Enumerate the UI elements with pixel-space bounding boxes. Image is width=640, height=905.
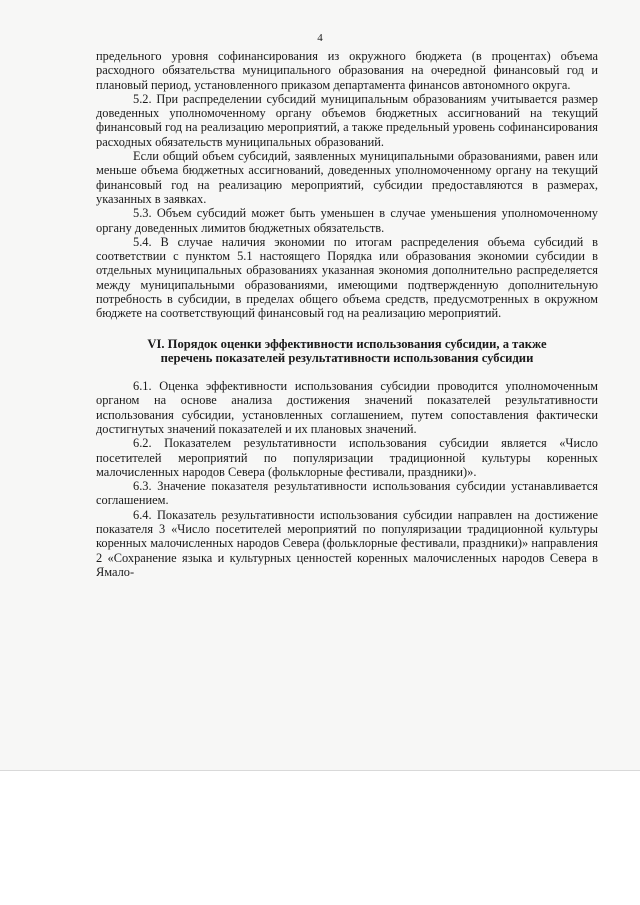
- paragraph: 5.2. При распределении субсидий муниципальным образованиям учитывается размер доведенных уполномоченному органу объемов бюджетных ассигнований на текущий финансовый год на реализацию мероприятий, а также предельный уровень софинансирования расходных обязательств муниципальных образований.: [96, 91, 598, 149]
- section-heading: VI. Порядок оценки эффективности использования субсидии, а также перечень показателей результативности использования субсидии: [147, 336, 547, 365]
- page-content: [96, 49, 598, 579]
- body-paragraphs-before: [96, 49, 598, 321]
- paragraph: Если общий объем субсидий, заявленных муниципальными образованиями, равен или меньше объема бюджетных ассигнований, доведенных уполномоченному органу на текущий финансовый год на реализацию мероприятий, субсидии предоставляются в размерах, указанных в заявках.: [96, 149, 598, 206]
- paragraph: 5.4. В случае наличия экономии по итогам распределения объема субсидий в соответствии с пунктом 5.1 настоящего Порядка или образования экономии субсидии в отдельных муниципальных образованиях указанная экономия дополнительно распределяется между муниципальными образованиями, имеющими подтвержденную дополнительную потребность в субсидии, в пределах общего объема средств, предусмотренных в окружном бюджете на соответствующий финансовый год на реализацию мероприятий.: [96, 234, 598, 321]
- paragraph: 6.3. Значение показателя результативности использования субсидии устанавливается соглашением.: [96, 479, 598, 508]
- paragraph: 6.1. Оценка эффективности использования субсидии проводится уполномоченным органом на основе анализа достижения значений показателей результативности использования субсидии, установленных соглашением, путем сопоставления фактически достигнутых значений показателей и их плановых значений.: [96, 379, 598, 436]
- body-paragraphs-after: [96, 379, 598, 579]
- paragraph: 5.3. Объем субсидий может быть уменьшен в случае уменьшения уполномоченному органу доведенных лимитов бюджетных обязательств.: [96, 206, 598, 235]
- paragraph: 6.2. Показателем результативности использования субсидии является «Число посетителей мероприятий по популяризации традиционной культуры коренных малочисленных народов Севера (фольклорные фестивали, праздники)».: [96, 436, 598, 479]
- paragraph: предельного уровня софинансирования из окружного бюджета (в процентах) объема расходного обязательства муниципального образования на очередной финансовый год и плановый период, установленного приказом департамента финансов автономного округа.: [96, 49, 598, 92]
- paragraph: 6.4. Показатель результативности использования субсидии направлен на достижение показателя 3 «Число посетителей мероприятий по популяризации традиционной культуры коренных малочисленных народов Севера (фольклорные фестивали, праздники)» направления 2 «Сохранение языка и культурных ценностей коренных малочисленных народов Севера в Ямало-: [96, 507, 598, 579]
- page-number: 4: [317, 32, 323, 44]
